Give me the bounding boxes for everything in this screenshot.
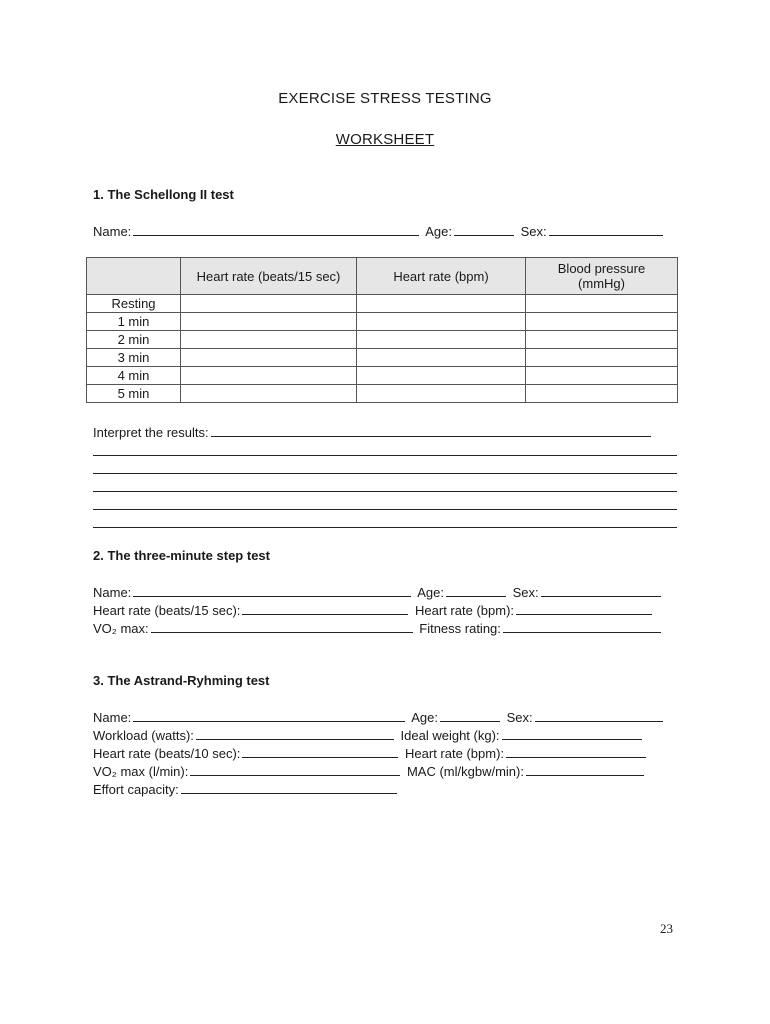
age-label: Age: bbox=[425, 224, 452, 239]
name-label: Name: bbox=[93, 224, 132, 239]
section3-vo2-line bbox=[93, 762, 647, 779]
section2-heart-rate-line bbox=[93, 601, 655, 618]
table-cell[interactable] bbox=[181, 331, 357, 349]
table-cell[interactable] bbox=[357, 349, 526, 367]
answer-line[interactable] bbox=[93, 527, 677, 528]
ideal-weight-label: Ideal weight (kg): bbox=[400, 728, 500, 743]
answer-line[interactable] bbox=[93, 509, 677, 510]
document-title: EXERCISE STRESS TESTING bbox=[278, 90, 492, 107]
table-header-cell bbox=[87, 258, 181, 295]
name-label: Name: bbox=[93, 710, 132, 725]
section3-effort-line bbox=[93, 780, 400, 797]
mac-label: MAC (ml/kgbw/min): bbox=[406, 764, 524, 779]
section3-name-line bbox=[93, 708, 666, 725]
vo2-max-label: VO₂ max: bbox=[93, 621, 149, 636]
name-label: Name: bbox=[93, 585, 132, 600]
table-row bbox=[87, 349, 678, 367]
row-label: Resting bbox=[87, 295, 181, 313]
age-field[interactable] bbox=[454, 222, 514, 236]
age-label: Age: bbox=[411, 710, 438, 725]
table-cell[interactable] bbox=[526, 385, 678, 403]
table-cell[interactable] bbox=[357, 331, 526, 349]
table-row bbox=[87, 313, 678, 331]
fitness-rating-label: Fitness rating: bbox=[419, 621, 501, 636]
table-cell[interactable] bbox=[526, 349, 678, 367]
section2-vo2-line bbox=[93, 619, 664, 636]
section2-name-line bbox=[93, 583, 664, 600]
table-cell[interactable] bbox=[357, 367, 526, 385]
table-row bbox=[87, 367, 678, 385]
table-cell[interactable] bbox=[181, 295, 357, 313]
table-cell[interactable] bbox=[181, 385, 357, 403]
table-row bbox=[87, 331, 678, 349]
section1-heading: 1. The Schellong II test bbox=[93, 187, 234, 202]
heart-rate-bpm-label: Heart rate (bpm): bbox=[415, 603, 515, 618]
interpret-line bbox=[93, 423, 654, 440]
fitness-rating-field[interactable] bbox=[503, 619, 661, 633]
heart-rate-bpm-label: Heart rate (bpm): bbox=[405, 746, 505, 761]
table-cell[interactable] bbox=[526, 295, 678, 313]
sex-field[interactable] bbox=[549, 222, 663, 236]
row-label: 5 min bbox=[87, 385, 181, 403]
table-cell[interactable] bbox=[526, 313, 678, 331]
vo2-max-label: VO₂ max (l/min): bbox=[93, 764, 189, 779]
row-label: 1 min bbox=[87, 313, 181, 331]
heart-rate-15-field[interactable] bbox=[242, 601, 408, 615]
table-cell[interactable] bbox=[181, 367, 357, 385]
table-header-cell: Heart rate (bpm) bbox=[357, 258, 526, 295]
table-row bbox=[87, 295, 678, 313]
table-cell[interactable] bbox=[526, 331, 678, 349]
workload-label: Workload (watts): bbox=[93, 728, 194, 743]
vo2-max-field[interactable] bbox=[151, 619, 413, 633]
section2-heading: 2. The three-minute step test bbox=[93, 548, 270, 563]
name-field[interactable] bbox=[133, 222, 419, 236]
sex-field[interactable] bbox=[535, 708, 663, 722]
page-number: 23 bbox=[660, 921, 673, 936]
table-header-row bbox=[87, 258, 678, 295]
table-header-cell: Blood pressure (mmHg) bbox=[526, 258, 678, 295]
sex-label: Sex: bbox=[506, 710, 533, 725]
answer-line[interactable] bbox=[93, 455, 677, 456]
document-subtitle: WORKSHEET bbox=[335, 131, 435, 148]
sex-label: Sex: bbox=[512, 585, 539, 600]
sex-label: Sex: bbox=[520, 224, 547, 239]
sex-field[interactable] bbox=[541, 583, 661, 597]
heart-rate-10-field[interactable] bbox=[242, 744, 398, 758]
section3-workload-line bbox=[93, 726, 645, 743]
workload-field[interactable] bbox=[196, 726, 394, 740]
table-cell[interactable] bbox=[357, 385, 526, 403]
mac-field[interactable] bbox=[526, 762, 644, 776]
section3-heart-rate-line bbox=[93, 744, 649, 761]
answer-line[interactable] bbox=[93, 473, 677, 474]
age-field[interactable] bbox=[440, 708, 500, 722]
heart-rate-10-label: Heart rate (beats/10 sec): bbox=[93, 746, 241, 761]
section3-heading: 3. The Astrand-Ryhming test bbox=[93, 673, 270, 688]
table-cell[interactable] bbox=[357, 295, 526, 313]
vo2-max-field[interactable] bbox=[190, 762, 400, 776]
age-field[interactable] bbox=[446, 583, 506, 597]
interpret-label: Interpret the results: bbox=[93, 425, 209, 440]
table-row bbox=[87, 385, 678, 403]
interpret-field[interactable] bbox=[211, 423, 651, 437]
heart-rate-15-label: Heart rate (beats/15 sec): bbox=[93, 603, 241, 618]
effort-capacity-label: Effort capacity: bbox=[93, 782, 179, 797]
table-cell[interactable] bbox=[526, 367, 678, 385]
schellong-table bbox=[86, 257, 678, 403]
table-cell[interactable] bbox=[357, 313, 526, 331]
answer-line[interactable] bbox=[93, 491, 677, 492]
name-field[interactable] bbox=[133, 583, 411, 597]
table-cell[interactable] bbox=[181, 349, 357, 367]
table-header-cell: Heart rate (beats/15 sec) bbox=[181, 258, 357, 295]
heart-rate-bpm-field[interactable] bbox=[516, 601, 652, 615]
ideal-weight-field[interactable] bbox=[502, 726, 642, 740]
effort-capacity-field[interactable] bbox=[181, 780, 397, 794]
row-label: 2 min bbox=[87, 331, 181, 349]
heart-rate-bpm-field[interactable] bbox=[506, 744, 646, 758]
table-cell[interactable] bbox=[181, 313, 357, 331]
section1-name-line bbox=[93, 222, 666, 239]
row-label: 4 min bbox=[87, 367, 181, 385]
row-label: 3 min bbox=[87, 349, 181, 367]
name-field[interactable] bbox=[133, 708, 405, 722]
age-label: Age: bbox=[417, 585, 444, 600]
